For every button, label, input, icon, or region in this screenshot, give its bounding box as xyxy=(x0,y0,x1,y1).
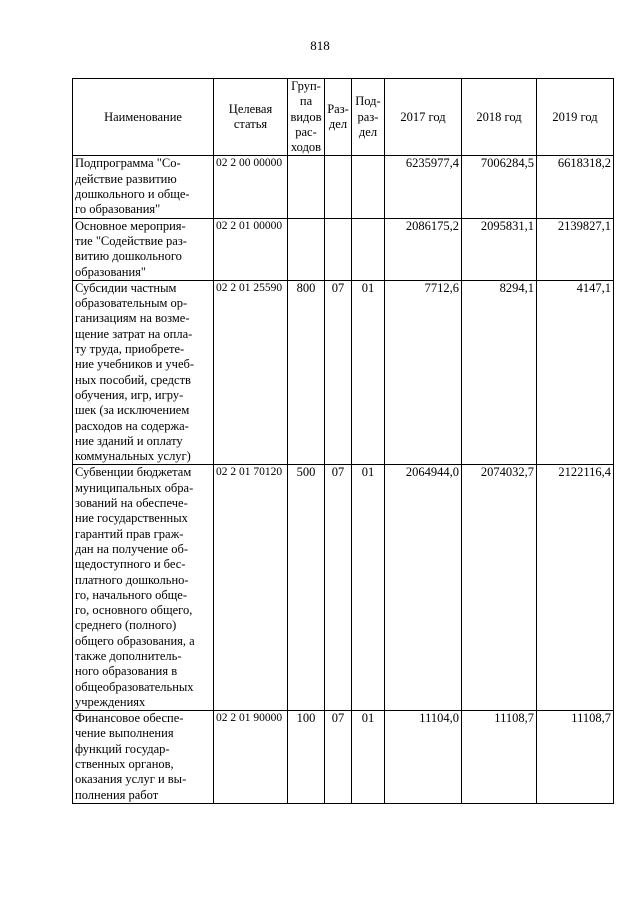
row-name-line: действие развитию xyxy=(75,171,177,186)
row-name-line: витию дошкольного xyxy=(75,249,182,264)
header-subsection-line: Под- xyxy=(355,94,381,109)
row-subsection xyxy=(352,156,385,218)
row-section: 07 xyxy=(325,280,352,465)
table-row xyxy=(73,711,614,804)
row-name-line: го образования" xyxy=(75,202,161,217)
row-amount-2018: 2074032,7 xyxy=(462,465,537,711)
row-name-line: щение затрат на опла- xyxy=(75,326,193,341)
row-amount-2018: 2095831,1 xyxy=(462,218,537,280)
header-section-line: Раз- xyxy=(327,101,349,116)
row-expense-group: 800 xyxy=(288,280,325,465)
row-name-line: обучения, игр, игру- xyxy=(75,387,184,402)
row-section: 07 xyxy=(325,465,352,711)
row-name-line: ных пособий, средств xyxy=(75,372,191,387)
row-section xyxy=(325,156,352,218)
row-expense-group xyxy=(288,218,325,280)
row-name-line: дан на получение об- xyxy=(75,541,189,556)
row-name-line: муниципальных обра- xyxy=(75,480,194,495)
header-expense-group xyxy=(288,79,325,156)
header-section-line: дел xyxy=(328,117,348,132)
row-amount-2017: 6235977,4 xyxy=(385,156,462,218)
row-name xyxy=(73,156,214,218)
table-row xyxy=(73,280,614,465)
row-name-line: чение выполнения xyxy=(75,726,174,741)
row-name-line: оказания услуг и вы- xyxy=(75,772,187,787)
row-amount-2019: 11108,7 xyxy=(537,711,614,804)
table-row xyxy=(73,465,614,711)
row-amount-2017: 11104,0 xyxy=(385,711,462,804)
row-name-line: го, основного общего, xyxy=(75,603,193,618)
row-name-line: полнения работ xyxy=(75,787,159,802)
header-group-line: видов xyxy=(290,109,322,124)
row-amount-2017: 2064944,0 xyxy=(385,465,462,711)
table-row xyxy=(73,156,614,218)
row-amount-2019: 4147,1 xyxy=(537,280,614,465)
row-name-line: ту труда, приобрете- xyxy=(75,342,185,357)
row-expense-group: 500 xyxy=(288,465,325,711)
header-target-article xyxy=(214,79,288,156)
row-name xyxy=(73,711,214,804)
row-name-line: расходов на содержа- xyxy=(75,418,189,433)
row-name xyxy=(73,280,214,465)
row-name-line: ние учебников и учеб- xyxy=(75,357,195,372)
row-target-code: 02 2 01 25590 xyxy=(214,280,288,465)
header-group-line: рас- xyxy=(295,124,317,139)
row-subsection: 01 xyxy=(352,711,385,804)
row-name-line: тие "Содействие раз- xyxy=(75,233,187,248)
row-name-line: ние зданий и оплату xyxy=(75,433,183,448)
row-name-line: гарантий прав граж- xyxy=(75,526,184,541)
row-name-line: Подпрограмма "Со- xyxy=(75,156,181,171)
header-subsection-line: дел xyxy=(358,124,378,139)
row-name-line: платного дошкольно- xyxy=(75,572,189,587)
row-name-line: функций государ- xyxy=(75,741,170,756)
row-name-line: дошкольного и обще- xyxy=(75,187,190,202)
row-amount-2017: 2086175,2 xyxy=(385,218,462,280)
row-name xyxy=(73,218,214,280)
row-amount-2018: 8294,1 xyxy=(462,280,537,465)
row-name-line: ственных органов, xyxy=(75,757,174,772)
row-amount-2018: 11108,7 xyxy=(462,711,537,804)
row-amount-2018: 7006284,5 xyxy=(462,156,537,218)
row-amount-2019: 2122116,4 xyxy=(537,465,614,711)
row-section: 07 xyxy=(325,711,352,804)
row-target-code: 02 2 01 90000 xyxy=(214,711,288,804)
row-amount-2017: 7712,6 xyxy=(385,280,462,465)
row-name-line: ного образования в xyxy=(75,664,178,679)
row-subsection: 01 xyxy=(352,280,385,465)
row-name-line: щедоступного и бес- xyxy=(75,557,186,572)
row-name-line: го, начального обще- xyxy=(75,587,188,602)
header-target-line: статья xyxy=(233,117,268,132)
header-year-2018: 2018 год xyxy=(462,79,537,156)
row-name-line: также дополнитель- xyxy=(75,648,182,663)
row-name-line: Финансовое обеспе- xyxy=(75,711,184,726)
header-group-line: ходов xyxy=(290,140,322,155)
row-name-line: учреждениях xyxy=(75,694,146,709)
row-expense-group xyxy=(288,156,325,218)
row-target-code: 02 2 01 70120 xyxy=(214,465,288,711)
header-target-line: Целевая xyxy=(228,101,273,116)
table-row xyxy=(73,218,614,280)
row-name-line: Субсидии частным xyxy=(75,280,177,295)
row-target-code: 02 2 00 00000 xyxy=(214,156,288,218)
row-name xyxy=(73,465,214,711)
row-name-line: Основное мероприя- xyxy=(75,218,186,233)
row-name-line: ганизациям на возме- xyxy=(75,311,190,326)
row-subsection: 01 xyxy=(352,465,385,711)
row-name-line: шек (за исключением xyxy=(75,403,190,418)
row-name-line: образования" xyxy=(75,264,147,279)
row-target-code: 02 2 01 00000 xyxy=(214,218,288,280)
page-number: 818 xyxy=(310,38,330,53)
header-group-line: па xyxy=(299,94,313,109)
row-amount-2019: 6618318,2 xyxy=(537,156,614,218)
row-name-line: ние государственных xyxy=(75,511,188,526)
row-section xyxy=(325,218,352,280)
header-name: Наименование xyxy=(73,79,214,156)
header-subsection-line: раз- xyxy=(357,109,379,124)
row-name-line: среднего (полного) xyxy=(75,618,177,633)
row-name-line: зований на обеспече- xyxy=(75,496,188,511)
row-expense-group: 100 xyxy=(288,711,325,804)
budget-table xyxy=(72,78,614,804)
header-subsection xyxy=(352,79,385,156)
row-name-line: коммунальных услуг) xyxy=(75,449,191,464)
row-subsection xyxy=(352,218,385,280)
row-name-line: общего образования, а xyxy=(75,633,195,648)
header-group-line: Груп- xyxy=(291,79,321,93)
header-row xyxy=(73,79,614,156)
row-name-line: образовательным ор- xyxy=(75,296,188,311)
row-amount-2019: 2139827,1 xyxy=(537,218,614,280)
row-name-line: Субвенции бюджетам xyxy=(75,465,192,480)
header-year-2019: 2019 год xyxy=(537,79,614,156)
header-section xyxy=(325,79,352,156)
row-name-line: общеобразовательных xyxy=(75,679,194,694)
header-year-2017: 2017 год xyxy=(385,79,462,156)
